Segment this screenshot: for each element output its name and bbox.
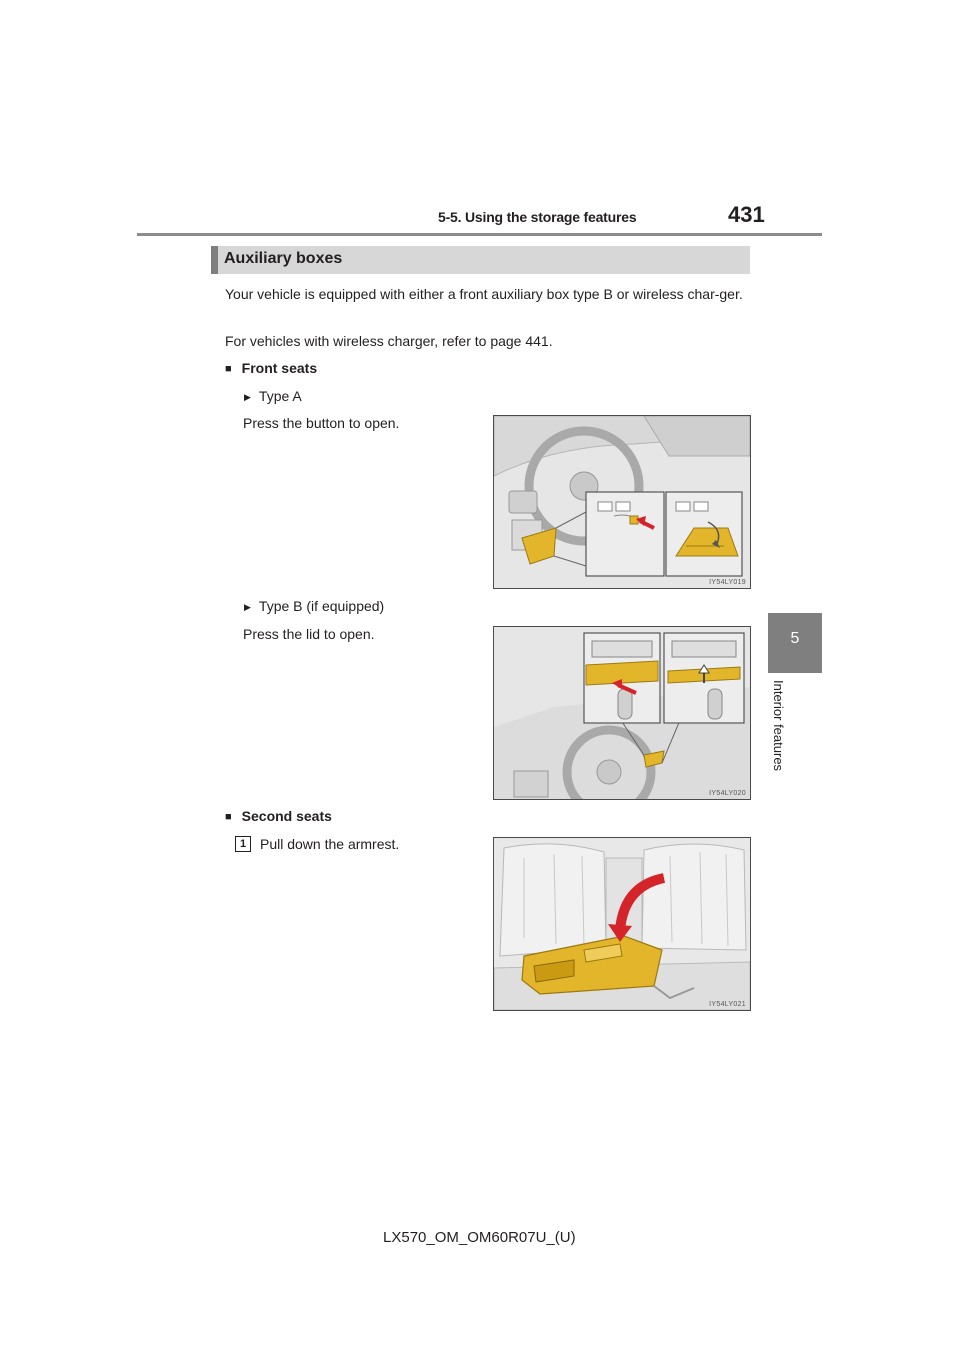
chapter-tab-number: 5 (790, 630, 800, 647)
running-header-section: 5-5. Using the storage features (438, 209, 637, 225)
section-title: Auxiliary boxes (224, 250, 343, 267)
figure-code: IY54LY019 (709, 579, 746, 586)
figure-type-b-illustration (493, 626, 751, 800)
figure-type-a-illustration (493, 415, 751, 589)
dashboard-type-a-drawing (494, 416, 750, 588)
triangle-bullet-icon: ▶ (244, 392, 251, 402)
heading-second-seats-text: Second seats (241, 808, 332, 824)
type-a-instruction: Press the button to open. (243, 415, 400, 431)
triangle-bullet-icon: ▶ (244, 602, 251, 612)
figure-armrest-illustration (493, 837, 751, 1011)
page-number: 431 (728, 202, 765, 227)
second-seat-armrest-drawing (494, 838, 750, 1010)
heading-front-seats (225, 357, 317, 380)
reference-paragraph: For vehicles with wireless charger, refer to page 441. (225, 333, 553, 349)
type-a-label-text: Type A (258, 388, 302, 404)
intro-paragraph: Your vehicle is equipped with either a front auxiliary box type B or wireless char-ger. (225, 286, 743, 302)
square-bullet-icon: ■ (225, 811, 232, 823)
figure-code: IY54LY021 (709, 1001, 746, 1008)
heading-second-seats (225, 805, 332, 828)
step-number-box: 1 (235, 836, 251, 852)
type-b-label (244, 595, 384, 618)
figure-code: IY54LY020 (709, 790, 746, 797)
console-type-b-drawing (494, 627, 750, 799)
chapter-tab-title: Interior features (771, 680, 786, 772)
section-title-accent (211, 246, 218, 274)
type-a-label (244, 385, 302, 408)
footer-document-id: LX570_OM_OM60R07U_(U) (383, 1229, 576, 1246)
heading-front-seats-text: Front seats (241, 360, 318, 376)
type-b-label-text: Type B (if equipped) (258, 598, 385, 614)
step-instruction: Pull down the armrest. (260, 836, 400, 852)
chapter-tab-label (771, 680, 791, 800)
header-rule (137, 233, 822, 236)
square-bullet-icon: ■ (225, 363, 232, 375)
type-b-instruction: Press the lid to open. (243, 626, 375, 642)
